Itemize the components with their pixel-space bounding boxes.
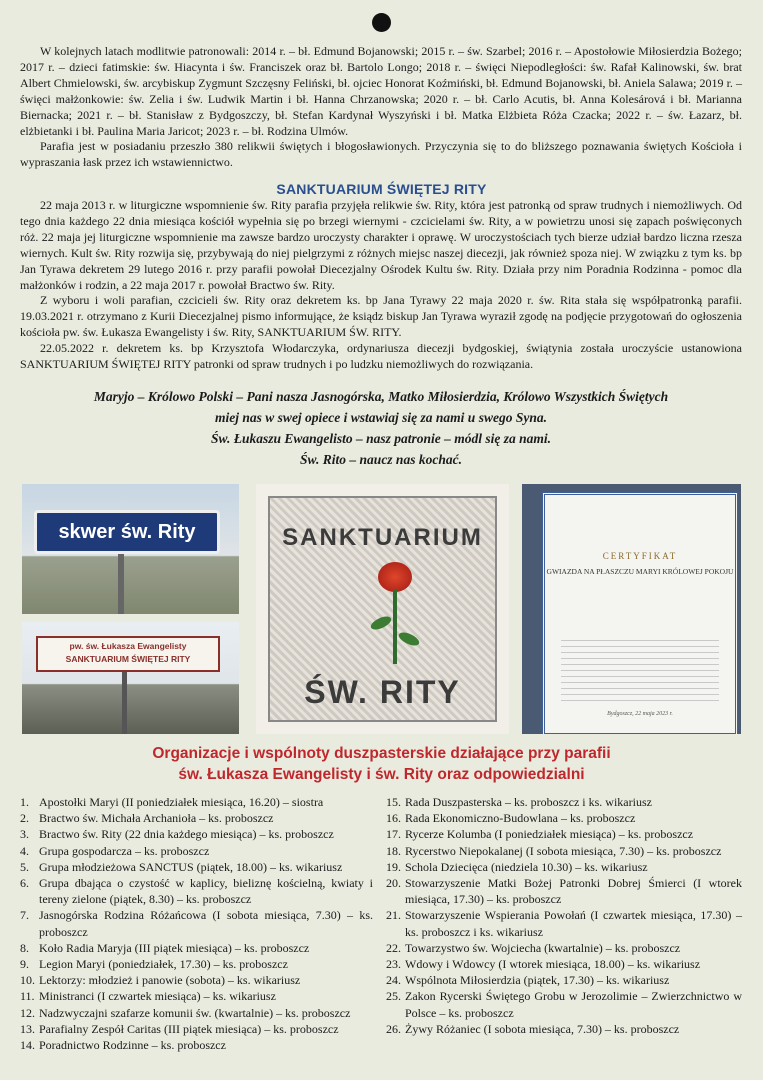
- organization-list-item: [386, 859, 742, 875]
- list-item-text: Stowarzyszenie Wspierania Powołań (I czwartek miesiąca, 17.30) – ks. proboszcz i ks. wikariusz: [405, 908, 742, 939]
- list-item-number: 16.: [386, 811, 401, 826]
- rita-section: [20, 198, 742, 373]
- list-item-number: 24.: [386, 973, 401, 988]
- organization-list-item: [20, 859, 373, 875]
- list-item-text: Rycerstwo Niepokalanej (I sobota miesiąca, 7.30) – ks. proboszcz: [405, 843, 722, 858]
- list-item-text: Parafialny Zespół Caritas (III piątek miesiąca) – ks. proboszcz: [39, 1021, 339, 1036]
- list-item-number: 5.: [20, 859, 29, 874]
- sign-post: [122, 672, 127, 734]
- intro-paragraph-1: W kolejnych latach modlitwie patronowali: 2014 r. – bł. Edmund Bojanowski; 2015 r. – św. Szarbel; 2016 r. – Apostołowie Miłosierdzia Bożego; 2017 r. – dzieci fatimskie: św. Hiacynta i św. Franciszek oraz bł. Bartolo Longo; 2018 r. – święci Niepodległości: św. Rafał Kalinowski, św. brat Albert Chmielowski, św. arcybiskup Zygmunt Szczęsny Feliński, bł. ojciec Honorat Koźmiński, bł. Edmund Bojanowski, bł. Aniela Salawa; 2019 r. – święci małżonkowie: św. Zelia i św. Ludwik Martin i bł. Hanna Chrzanowska; 2020 r. – bł. Carlo Acutis, bł. Anna Kolesárová i bł. Marianna Biernacka; 2021 r. – bł. Stanisław z Bydgoszczy, bł. Stefan Kardynał Wyszyński i bł. Matka Elżbieta Róża Czacka; 2022 r. – św. Łazarz, bł. elżbietanki i bł. Paulina Maria Jaricot; 2023 r. – bł. Rodzina Ulmów.: [20, 44, 742, 138]
- organization-list-item: [20, 940, 373, 956]
- organization-list-item: [20, 956, 373, 972]
- organization-list-item: [386, 940, 742, 956]
- organization-list-item: [386, 794, 742, 810]
- list-item-text: Towarzystwo św. Wojciecha (kwartalnie) – ks. proboszcz: [405, 940, 681, 955]
- photo-certificate: [522, 484, 741, 734]
- list-item-number: 13.: [20, 1021, 35, 1036]
- intro-section: [20, 44, 742, 171]
- intro-paragraph-2: Parafia jest w posiadaniu przeszło 380 relikwii świętych i błogosławionych. Przyczynia się to do bliższego poznawania świętych Kościoła i wypraszania łask przez ich wstawiennictwo.: [20, 139, 742, 170]
- list-item-text: Żywy Różaniec (I sobota miesiąca, 7.30) – ks. proboszcz: [405, 1021, 680, 1036]
- organizations-title: [0, 743, 763, 785]
- rita-paragraph-2: Z wyboru i woli parafian, czcicieli św. Rity oraz dekretem ks. bp Jana Tyrawy 22 maja 2020 r. św. Rita stała się współpatronką parafii. 19.03.2021 r. otrzymano z Kurii Diecezjalnej pismo informujące, że ksiądz biskup Jan Tyrawa wyraził zgodę na podjęcie przygotowań do ogłoszenia kościoła pw. św. Łukasza Ewangelisty i św. Rity, SANKTUARIUM ŚW. RITY.: [20, 293, 742, 340]
- list-item-text: Rada Ekonomiczno-Budowlana – ks. proboszcz: [405, 811, 636, 826]
- organization-list-item: [386, 972, 742, 988]
- organization-list-item: [386, 1021, 742, 1037]
- list-item-number: 21.: [386, 908, 401, 923]
- rose-stem: [393, 590, 397, 664]
- list-item-text: Schola Dziecięca (niedziela 10.30) – ks. wikariusz: [405, 859, 648, 874]
- page-bullet-dot: [372, 13, 391, 32]
- mosaic-tile: [268, 496, 497, 722]
- organization-list-item: [20, 972, 373, 988]
- list-item-number: 22.: [386, 940, 401, 955]
- prayer-line-2: miej nas w swej opiece i wstawiaj się za nami u swego Syna.: [215, 410, 547, 425]
- list-item-number: 18.: [386, 843, 401, 858]
- direction-sign-board: [36, 636, 220, 672]
- organization-list-item: [20, 1005, 373, 1021]
- list-item-text: Zakon Rycerski Świętego Grobu w Jerozolimie – Zwierzchnictwo w Polsce – ks. proboszcz: [405, 989, 742, 1020]
- certificate-subtitle: GWIAZDA NA PŁASZCZU MARYI KRÓLOWEJ POKOJU: [546, 567, 734, 576]
- list-item-text: Rycerze Kolumba (I poniedziałek miesiąca) – ks. proboszcz: [405, 827, 694, 842]
- list-item-text: Nadzwyczajni szafarze komunii św. (kwartalnie) – ks. proboszcz: [39, 1005, 351, 1020]
- mosaic-text-bottom: ŚW. RITY: [304, 674, 461, 710]
- list-item-text: Koło Radia Maryja (III piątek miesiąca) – ks. proboszcz: [39, 940, 310, 955]
- list-item-number: 12.: [20, 1005, 35, 1020]
- list-item-number: 17.: [386, 827, 401, 842]
- organization-list-item: [20, 810, 373, 826]
- organization-list-item: [386, 843, 742, 859]
- organization-list-item: [20, 843, 373, 859]
- list-item-number: 8.: [20, 940, 29, 955]
- organization-list-item: [386, 810, 742, 826]
- certificate-body-lines: [561, 635, 719, 705]
- organization-list-item: [20, 1037, 373, 1053]
- list-item-number: 7.: [20, 908, 29, 923]
- rita-paragraph-3: 22.05.2022 r. dekretem ks. bp Krzysztofa Włodarczyka, ordynariusza diecezji bydgoskiej, świątynia została uroczyście ustanowiona SANKTUARIUM ŚWIĘTEJ RITY patronki od spraw trudnych i po ludzku niemożliwych do rozwiązania.: [20, 341, 742, 372]
- list-item-text: Grupa młodzieżowa SANCTUS (piątek, 18.00) – ks. wikariusz: [39, 859, 343, 874]
- list-item-text: Stowarzyszenie Matki Bożej Patronki Dobrej Śmierci (I wtorek miesiąca, 17.30) – ks. proboszcz: [405, 876, 742, 907]
- mosaic-text-top: SANKTUARIUM: [282, 524, 483, 551]
- list-item-number: 3.: [20, 827, 29, 842]
- list-item-number: 6.: [20, 876, 29, 891]
- photo-direction-sign: [22, 622, 239, 734]
- organization-list-item: [20, 907, 373, 939]
- prayer-line-3: Św. Łukaszu Ewangelisto – nasz patronie – módl się za nami.: [210, 431, 552, 446]
- organization-list-item: [20, 794, 373, 810]
- organization-list-item: [386, 988, 742, 1020]
- prayer-line-4: Św. Rito – naucz nas kochać.: [300, 452, 462, 467]
- list-item-number: 15.: [386, 795, 401, 809]
- sign-post: [118, 554, 124, 614]
- prayer-block: [20, 386, 742, 470]
- list-item-text: Grupa gospodarcza – ks. proboszcz: [39, 843, 210, 858]
- list-item-text: Wspólnota Miłosierdzia (piątek, 17.30) – ks. wikariusz: [405, 973, 670, 988]
- list-item-number: 19.: [386, 859, 401, 874]
- photo-mosaic: [256, 484, 509, 734]
- list-item-text: Ministranci (I czwartek miesiąca) – ks. wikariusz: [39, 989, 276, 1004]
- list-item-text: Rada Duszpasterska – ks. proboszcz i ks. wikariusz: [405, 795, 652, 809]
- leaf-icon: [397, 630, 421, 648]
- leaf-icon: [369, 614, 393, 632]
- list-item-text: Bractwo św. Rity (22 dnia każdego miesiąca) – ks. proboszcz: [39, 827, 334, 842]
- organization-list-item: [20, 826, 373, 842]
- list-item-number: 4.: [20, 843, 29, 858]
- rose-icon: [378, 562, 412, 592]
- list-item-number: 9.: [20, 957, 29, 972]
- list-item-number: 2.: [20, 811, 29, 826]
- organization-list-item: [20, 988, 373, 1004]
- list-item-text: Poradnictwo Rodzinne – ks. proboszcz: [39, 1038, 226, 1053]
- organization-list-item: [386, 875, 742, 907]
- list-item-text: Bractwo św. Michała Archanioła – ks. proboszcz: [39, 811, 274, 826]
- list-item-number: 10.: [20, 973, 35, 988]
- organization-list-item: [386, 956, 742, 972]
- prayer-line-1: Maryjo – Królowo Polski – Pani nasza Jasnogórska, Matko Miłosierdzia, Królowo Wszystkich Świętych: [93, 389, 669, 404]
- list-item-text: Legion Maryi (poniedziałek, 17.30) – ks. proboszcz: [39, 957, 288, 972]
- organizations-title-line-2: św. Łukasza Ewangelisty i św. Rity oraz odpowiedzialni: [178, 766, 585, 783]
- rita-section-title: SANKTUARIUM ŚWIĘTEJ RITY: [276, 181, 487, 197]
- list-item-number: 26.: [386, 1021, 401, 1036]
- organization-list-item: [20, 875, 373, 907]
- list-item-number: 20.: [386, 876, 401, 891]
- direction-sign-line-1: pw. św. Łukasza Ewangelisty: [69, 641, 187, 651]
- certificate-paper: [542, 492, 738, 734]
- list-item-number: 14.: [20, 1038, 35, 1053]
- list-item-number: 11.: [20, 989, 35, 1004]
- list-item-text: Apostołki Maryi (II poniedziałek miesiąca, 16.20) – siostra: [39, 795, 324, 809]
- organization-list-item: [386, 826, 742, 842]
- direction-sign-line-2: SANKTUARIUM ŚWIĘTEJ RITY: [65, 654, 191, 664]
- list-item-number: 23.: [386, 957, 401, 972]
- organization-list-item: [386, 907, 742, 939]
- list-item-text: Jasnogórska Rodzina Różańcowa (I sobota miesiąca, 7.30) – ks. proboszcz: [39, 908, 373, 939]
- organizations-list-left: [20, 794, 373, 1053]
- list-item-number: 25.: [386, 989, 401, 1004]
- organizations-title-line-1: Organizacje i wspólnoty duszpasterskie działające przy parafii: [152, 745, 611, 762]
- organizations-list-right: [386, 794, 742, 1037]
- list-item-number: 1.: [20, 795, 29, 809]
- certificate-title: CERTYFIKAT: [602, 551, 678, 561]
- photo-street-sign: [22, 484, 239, 614]
- certificate-date: Bydgoszcz, 22 maja 2023 r.: [607, 711, 673, 717]
- list-item-text: Grupa dbająca o czystość w kaplicy, bieliznę kościelną, kwiaty i tereny zielone (piątek, 8.30) – ks. proboszcz: [39, 876, 373, 907]
- list-item-text: Wdowy i Wdowcy (I wtorek miesiąca, 18.00) – ks. wikariusz: [405, 957, 701, 972]
- rita-paragraph-1: 22 maja 2013 r. w liturgiczne wspomnienie św. Rity parafia przyjęła relikwie św. Rity, która jest patronką od spraw trudnych i niemożliwych. Od tego dnia każdego 22 dnia miesiąca kościół wypełnia się po brzegi wiernymi - czcicielami św. Rity, a w powietrzu unosi się zapach poświęconych róż. 22 maja jej liturgiczne wspomnienie ma zawsze bardzo uroczysty charakter i oprawę. W uroczystościach tych bierze udział bardzo liczna rzesza wiernych. Kult św. Rity rozwija się, przybywają do niej pielgrzymi z różnych miejsc naszej diecezji, jak również spoza niej. W związku z tym ks. bp Jan Tyrawa dekretem 29 lutego 2016 r. przy parafii powołał Diecezjalny Ośrodek Kultu św. Rity. Działa przy nim Poradnia Rodzinna - pomoc dla małżonków i rodzin, a 22 maja 2017 r. powołał Bractwo św. Rity.: [20, 198, 742, 292]
- organization-list-item: [20, 1021, 373, 1037]
- list-item-text: Lektorzy: młodzież i panowie (sobota) – ks. wikariusz: [39, 973, 301, 988]
- street-sign-board: skwer św. Rity: [34, 510, 220, 554]
